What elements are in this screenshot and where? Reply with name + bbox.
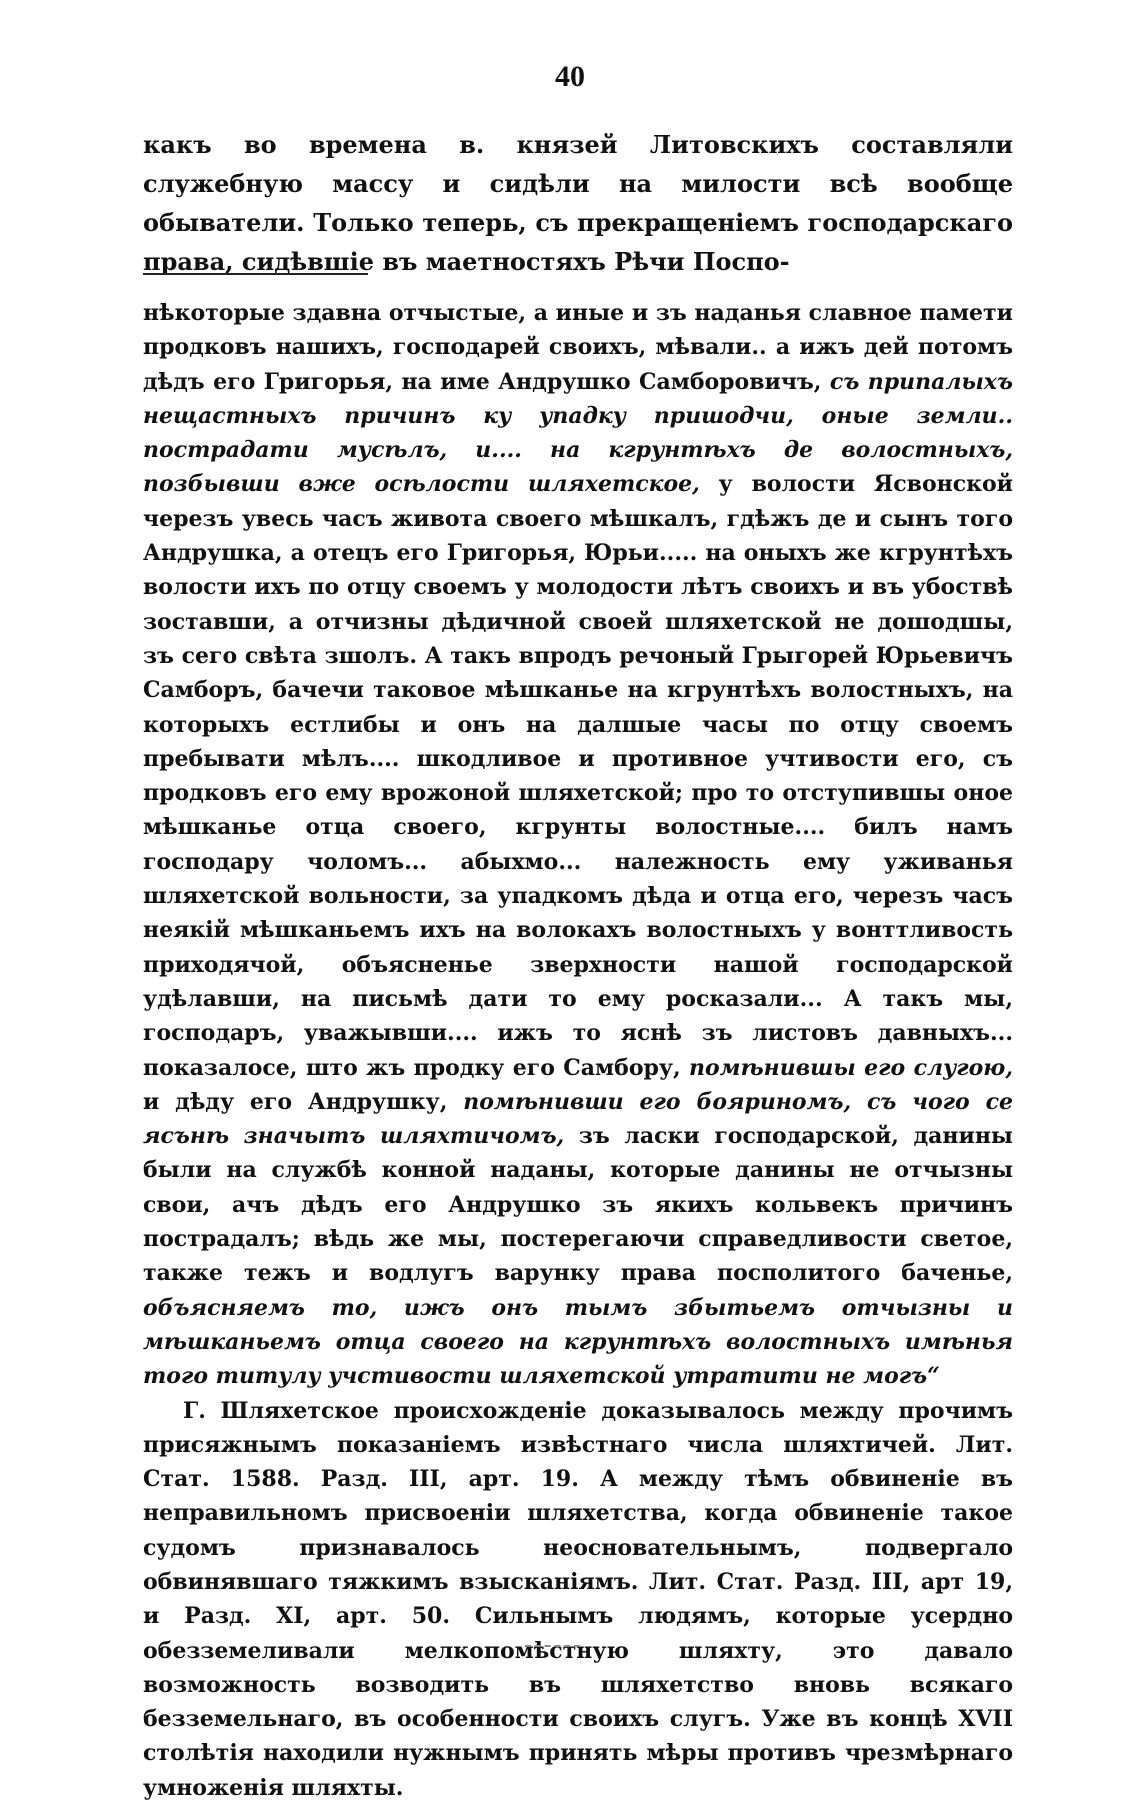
- main-text-block: [143, 125, 1013, 281]
- footnote-quote-3: помѣнивши его бояриномъ, съ чого се ясънѣ значытъ шляхтичомъ,: [143, 1089, 1013, 1149]
- footnote-text-part-1: нѣкоторые здавна отчыстые, а иные и зъ наданья славное памети продковъ нашихъ, господарей своихъ, мѣвали.. а ижъ дей потомъ дѣдъ его Григорья, на име Андрушко Самборовичъ,: [143, 300, 1013, 395]
- footnote-paragraph-g: Г. Шляхетское происхожденіе доказывалось между прочимъ присяжнымъ показаніемъ извѣстнаго числа шляхтичей. Лит. Стат. 1588. Разд. III, арт. 19. А между тѣмъ обвиненіе въ неправильномъ присвоеніи шляхетства, когда обвиненіе такое судомъ признавалось неосновательнымъ, подвергало обвинявшаго тяжкимъ взысканіямъ. Лит. Стат. Разд. III, арт 19, и Разд. XI, арт. 50. Сильнымъ людямъ, которые усердно обезземеливали мелкопомѣстную шляхту, это давало возможность возводить въ шляхетство вновь всякаго безземельнаго, въ особенности своихъ слугъ. Уже въ концѣ XVII столѣтія находили нужнымъ принять мѣры противъ чрезмѣрнаго умноженія шляхты.: [143, 1394, 1013, 1805]
- page-number: 40: [0, 60, 1140, 94]
- footnote-quote-2: помѣнившы его слугою,: [689, 1055, 1013, 1081]
- footnote-divider: [143, 273, 368, 275]
- footnote-text-part-2: у волости Ясвонской черезъ увесь часъ живота своего мѣшкалъ, гдѣжъ де и сынъ того Андрушка, а отецъ его Григорья, Юрьи..... на оныхъ же кгрунтѣхъ волости ихъ по отцу своемъ у молодости лѣтъ своихъ и въ убоствѣ зоставши, а отчизны дѣдичной своей шляхетской не дошодшы, зъ сего свѣта зшолъ. А такъ впродъ речоный Грыгорей Юрьевичъ Самборъ, бачечи таковое мѣшканье на кгрунтѣхъ волостныхъ, на которыхъ естлибы и онъ на далшые часы по отцу своемъ пребывати мѣлъ.... шкодливое и противное учтивости его, съ продковъ его ему врожоной шляхетской; про то отступившы оное мѣшканье отца своего, кгрунты волостные.... билъ намъ господару чоломъ... абыхмо... належность ему уживанья шляхетской вольности, за упадкомъ дѣда и отца его, черезъ часъ неякій мѣшканьемъ ихъ на волокахъ волостныхъ у вонттливость приходячой, объясненье зверхности нашой господарской удѣлавши, на письмѣ дати то ему росказали... А такъ мы, господаръ, уважывши.... ижъ то яснѣ зъ листовъ давныхъ... показалосе, што жъ продку его Самбору,: [143, 471, 1013, 1080]
- footnote-text-part-4: зъ ласки господарской, данины были на службѣ конной наданы, которые данины не отчызны свои, ачъ дѣдъ его Андрушко зъ якихъ кольвекъ причинъ пострадалъ; вѣдь же мы, постерегаючи справедливости светое, также тежъ и водлугъ варунку права посполитого баченье,: [143, 1123, 1013, 1286]
- main-paragraph: какъ во времена в. князей Литовскихъ составляли служебную массу и сидѣли на милости всѣ вообще обыватели. Только теперь, съ прекращеніемъ господарскаго права, сидѣвшіе въ маетностяхъ Рѣчи Поспо-: [143, 125, 1013, 281]
- footnote-quote-1: съ припалыхъ нещастныхъ причинъ ку упадку пришодчи, оные земли.. пострадати мусѣлъ, и.... на кгрунтѣхъ де волостныхъ, позбывши вже осѣлости шляхетское,: [143, 369, 1013, 498]
- page-footer-mark: [525, 1645, 580, 1647]
- footnote-quotation-paragraph: [143, 296, 1013, 1394]
- footnote-block: [143, 296, 1013, 1805]
- footnote-text-part-3: и дѣду его Андрушку,: [143, 1089, 463, 1115]
- footnote-quote-4: объясняемъ то, ижъ онъ тымъ збытьемъ отчызны и мѣшканьемъ отца своего на кгрунтѣхъ волостныхъ имѣнья того титулу учстивости шляхетской утратити не могъ“: [143, 1295, 1013, 1390]
